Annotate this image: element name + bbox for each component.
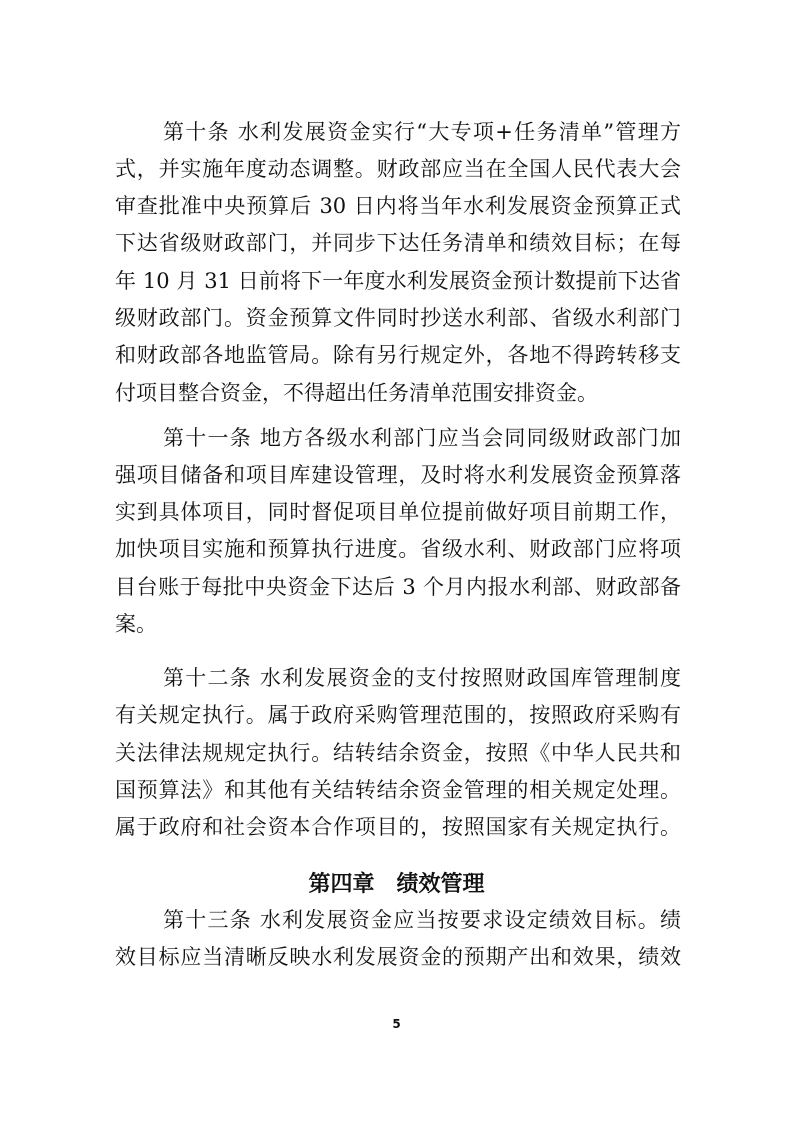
article-11-line-5: 目台账于每批中央资金下达后 3 个月内报水利部、财政部备 xyxy=(115,575,681,599)
article-13-line-1: 第十三条 水利发展资金应当按要求设定绩效目标。绩 xyxy=(163,908,681,932)
article-12-line-2: 有关规定执行。属于政府采购管理范围的，按照政府采购有 xyxy=(115,703,681,727)
article-11-line-2: 强项目储备和项目库建设管理，及时将水利发展资金预算落 xyxy=(115,463,681,487)
chapter-heading: 第四章 绩效管理 xyxy=(308,871,485,897)
article-10-line-5: 年 10 月 31 日前将下一年度水利发展资金预计数提前下达省 xyxy=(115,269,681,293)
article-11-line-4: 加快项目实施和预算执行进度。省级水利、财政部门应将项 xyxy=(115,537,681,561)
article-10-line-1: 第十条 水利发展资金实行“大专项+任务清单”管理方 xyxy=(163,120,681,144)
article-11-line-6: 案。 xyxy=(115,612,157,636)
article-12-line-4: 国预算法》和其他有关结转结余资金管理的相关规定处理。 xyxy=(115,778,681,802)
page-number: 5 xyxy=(392,1017,401,1031)
article-11-line-3: 实到具体项目，同时督促项目单位提前做好项目前期工作， xyxy=(115,500,681,524)
article-10-line-4: 下达省级财政部门，并同步下达任务清单和绩效目标；在每 xyxy=(115,231,681,255)
article-11-line-1: 第十一条 地方各级水利部门应当会同同级财政部门加 xyxy=(163,426,681,450)
article-10-line-2: 式，并实施年度动态调整。财政部应当在全国人民代表大会 xyxy=(115,157,681,181)
article-13-line-2: 效目标应当清晰反映水利发展资金的预期产出和效果，绩效 xyxy=(115,945,681,969)
article-10-line-6: 级财政部门。资金预算文件同时抄送水利部、省级水利部门 xyxy=(115,306,681,330)
article-12-line-1: 第十二条 水利发展资金的支付按照财政国库管理制度 xyxy=(163,666,681,690)
article-12-line-3: 关法律法规规定执行。结转结余资金，按照《中华人民共和 xyxy=(115,741,681,765)
article-10-line-7: 和财政部各地监管局。除有另行规定外，各地不得跨转移支 xyxy=(115,343,681,367)
article-10-line-8: 付项目整合资金，不得超出任务清单范围安排资金。 xyxy=(115,381,598,405)
article-12-line-5: 属于政府和社会资本合作项目的，按照国家有关规定执行。 xyxy=(115,815,681,839)
article-10-line-3: 审查批准中央预算后 30 日内将当年水利发展资金预算正式 xyxy=(115,194,681,218)
